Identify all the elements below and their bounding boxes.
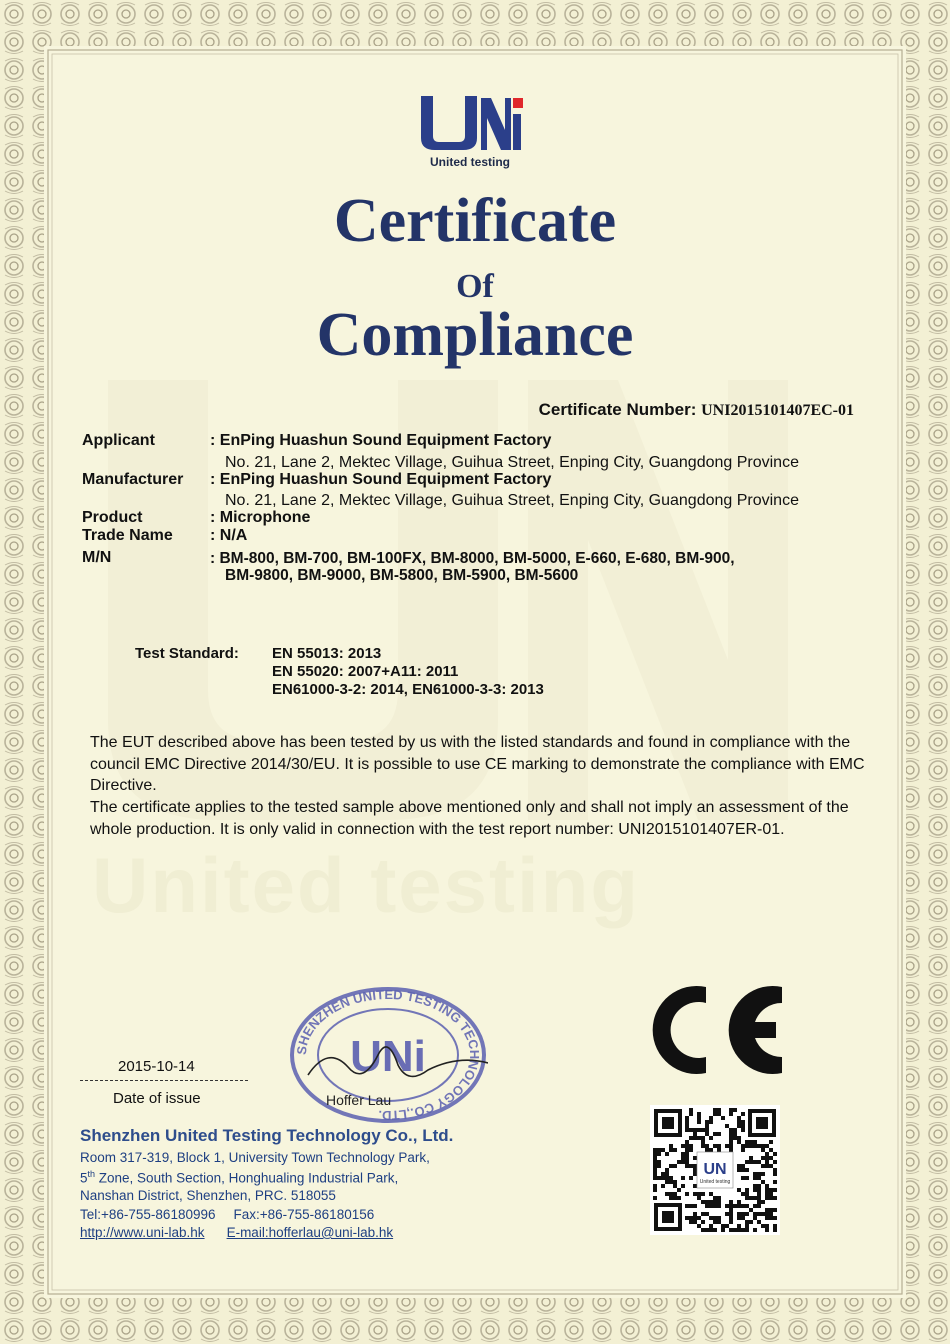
qr-logo-subtitle: United testing — [699, 1179, 731, 1185]
company-name: Shenzhen United Testing Technology Co., Ltd. — [80, 1126, 454, 1145]
company-address-2 — [80, 1169, 398, 1186]
company-address-3: Nanshan District, Shenzhen, PRC. 518055 — [80, 1188, 336, 1203]
trade-name-value: : N/A — [210, 527, 248, 544]
test-standard-line: EN 55020: 2007+A11: 2011 — [272, 663, 459, 680]
title-of: Of — [456, 268, 494, 305]
seal-ring-text: SHENZHEN UNITED TESTING TECHNOLOGY CO.,LTD. — [293, 986, 483, 1124]
issue-date: 2015-10-14 — [118, 1058, 195, 1075]
company-address-1: Room 317-319, Block 1, University Town Technology Park, — [80, 1150, 430, 1165]
company-contact-line — [80, 1207, 374, 1222]
mn-line1: : BM-800, BM-700, BM-100FX, BM-8000, BM-5000, E-660, E-680, BM-900, — [210, 550, 735, 567]
manufacturer-address: No. 21, Lane 2, Mektec Village, Guihua Street, Enping City, Guangdong Province — [225, 492, 799, 509]
statement-paragraph-2: The certificate applies to the tested sample above mentioned only and shall not imply an assessment of the whole production. It is only valid in connection with the test report number: UNI2015101407ER-01. — [90, 799, 849, 838]
trade-name-label: Trade Name — [82, 527, 173, 544]
uni-logo — [415, 92, 525, 152]
address-zone-suffix: th — [87, 1169, 96, 1179]
product-value: : Microphone — [210, 509, 311, 526]
certificate-number-label: Certificate Number: — [538, 400, 697, 419]
issue-date-label: Date of issue — [113, 1090, 201, 1107]
mn-label: M/N — [82, 549, 112, 566]
statement-paragraph-1: The EUT described above has been tested by us with the listed standards and found in compliance with the council EMC Directive 2014/30/EU. It is possible to use CE marking to demonstrate the compliance with EMC Directive. — [90, 734, 865, 794]
email-link[interactable]: E-mail:hofferlau@uni-lab.hk — [226, 1225, 394, 1240]
address-zone-rest: Zone, South Section, Honghualing Industrial Park, — [95, 1170, 399, 1186]
product-label: Product — [82, 509, 143, 526]
watermark-text: United testing — [92, 841, 640, 929]
qr-code[interactable] — [650, 1105, 780, 1235]
test-standard-line: EN 55013: 2013 — [272, 645, 382, 662]
title-compliance: Compliance — [316, 301, 634, 369]
certificate-number-value: UNI2015101407EC-01 — [701, 402, 854, 419]
company-tel: Tel:+86-755-86180996 — [80, 1207, 216, 1222]
address-zone-number: 5 — [80, 1170, 88, 1186]
title-certificate: Certificate — [333, 187, 617, 255]
company-fax: Fax:+86-755-86180156 — [233, 1207, 375, 1222]
applicant-address: No. 21, Lane 2, Mektec Village, Guihua Street, Enping City, Guangdong Province — [225, 454, 799, 471]
test-standard-line: EN61000-3-2: 2014, EN61000-3-3: 2013 — [272, 681, 544, 698]
mn-line2: BM-9800, BM-9000, BM-5800, BM-5900, BM-5600 — [225, 567, 579, 584]
applicant-name: : EnPing Huashun Sound Equipment Factory — [210, 432, 552, 449]
seal-center: UNi — [350, 1032, 426, 1081]
manufacturer-label: Manufacturer — [82, 471, 184, 488]
certificate-number — [539, 400, 854, 420]
logo-subtitle: United testing — [430, 155, 510, 169]
company-links-line — [80, 1225, 393, 1240]
test-standard-label: Test Standard: — [135, 645, 239, 662]
applicant-label: Applicant — [82, 432, 155, 449]
qr-logo-mark: UN — [703, 1161, 727, 1178]
date-line — [80, 1080, 248, 1081]
website-link[interactable]: http://www.uni-lab.hk — [80, 1225, 205, 1240]
ce-mark — [640, 975, 790, 1085]
signatory-name: Hoffer Lau — [326, 1092, 392, 1108]
manufacturer-name: : EnPing Huashun Sound Equipment Factory — [210, 471, 552, 488]
